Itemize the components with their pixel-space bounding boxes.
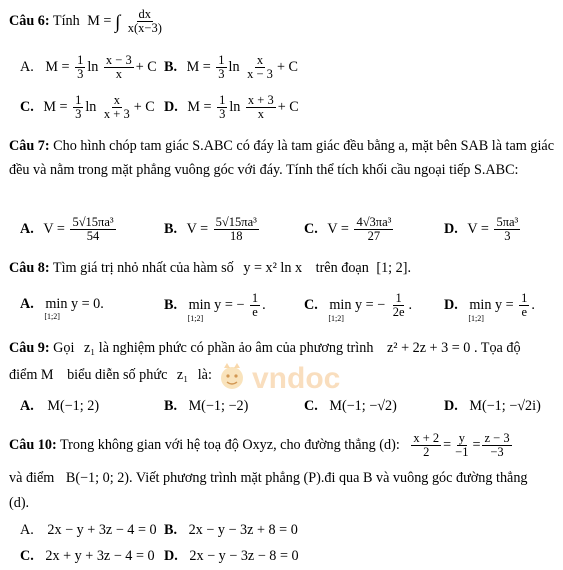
q8-interval: [1; 2].: [376, 260, 412, 276]
q8-text2: trên đoạn: [315, 260, 369, 276]
q7-option-a[interactable]: A. V = $\frac{\text{5√15πa³}}{54}$: [20, 215, 114, 243]
q10-line2: và điểm B(−1; 0; 2). Viết phương trình mặt phẳng (P).đi qua B và vuông góc đường thẳng: [9, 470, 528, 486]
q9-option-d[interactable]: D. M(−1; −√2i): [444, 398, 541, 414]
q8-text: Tìm giá trị nhỏ nhất của hàm số: [52, 260, 234, 276]
q8-stem: [9, 260, 411, 277]
q7-label: Câu 7:: [9, 138, 50, 154]
q8-option-b[interactable]: B. min y = − [1;2] $\frac{1}{e}$ .: [164, 291, 266, 323]
q6-fraction: $\frac{dx}{x(x-3)}$: [127, 7, 162, 35]
q7-stem: [9, 134, 554, 182]
q9-option-c[interactable]: C. M(−1; −√2): [304, 398, 397, 414]
q9-option-b[interactable]: B. M(−1; −2): [164, 398, 249, 414]
q9-line2: điểm M biểu diễn số phức z₁ là:: [9, 367, 212, 383]
q8-label: Câu 8:: [9, 260, 50, 276]
q6-header: [9, 8, 166, 35]
watermark-mascot-icon: [216, 358, 366, 396]
q10-option-d[interactable]: D. 2x − y − 3z − 8 = 0: [164, 548, 299, 564]
q10-point: B(−1; 0; 2): [65, 470, 130, 486]
q9-line1: Câu 9: Gọi z₁ là nghiệm phức có phần ảo âm của phương trình z² + 2z + 3 = 0 . Tọa độ: [9, 340, 521, 356]
q9-label: Câu 9:: [9, 340, 50, 356]
q6-option-b[interactable]: B. M = $\frac{1}{3}$ ln $\frac{x}{x - 3}$ + C: [164, 53, 298, 81]
q6-option-c[interactable]: C. M = $\frac{1}{3}$ ln $\frac{x}{x + 3}$ + C: [20, 93, 155, 121]
q7-text: Cho hình chóp tam giác S.ABC có đáy là tam giác đều bằng a, mặt bên SAB là tam giác đều và nằm trong mặt phẳng vuông góc với đáy. Tính thể tích khối cầu ngoại tiếp S.ABC:: [9, 138, 554, 178]
q10-option-a[interactable]: A. 2x − y + 3z − 4 = 0: [20, 522, 157, 538]
q7-option-d[interactable]: D. V = $\frac{\text{5πa³}}{3}$: [444, 215, 519, 243]
q6-option-a[interactable]: A. M = $\frac{1}{3}$ ln $\frac{x - 3}{x}$ + C: [20, 53, 157, 81]
q6-expression: M = ∫ $\frac{dx}{x(x-3)}$: [87, 7, 162, 35]
q10-option-c[interactable]: C. 2x + y + 3z − 4 = 0: [20, 548, 155, 564]
q8-option-a[interactable]: A. min y = 0. [1;2]: [20, 296, 104, 321]
q8-option-c[interactable]: C. min y = − [1;2] $\frac{1}{2e}$ .: [304, 291, 413, 323]
q6-text: Tính: [52, 12, 80, 29]
watermark-text: vndoc: [252, 362, 341, 395]
q10-line1: Câu 10: Trong không gian với hệ toạ độ Oxyz, cho đường thẳng (d): $\frac{x + 2}{2}$ = $\frac{y}{-1}$ = $\frac{z - 3}{-3}$: [9, 431, 510, 459]
q10-line3: (d).: [9, 495, 30, 511]
q9-option-a[interactable]: A. M(−1; 2): [20, 398, 100, 414]
vndoc-watermark-logo: [216, 358, 366, 396]
q10-label: Câu 10:: [9, 436, 57, 453]
q6-option-d[interactable]: D. M = $\frac{1}{3}$ ln $\frac{x + 3}{x}$ + C: [164, 93, 299, 121]
q6-label: Câu 6:: [9, 12, 50, 29]
q7-option-c[interactable]: C. V = $\frac{\text{4√3πa³}}{27}$: [304, 215, 392, 243]
q8-function: y = x² ln x: [243, 260, 303, 276]
q7-option-b[interactable]: B. V = $\frac{\text{5√15πa³}}{18}$: [164, 215, 257, 243]
q8-option-d[interactable]: D. min y = [1;2] $\frac{1}{e}$ .: [444, 291, 535, 323]
q10-option-b[interactable]: B. 2x − y − 3z + 8 = 0: [164, 522, 298, 538]
